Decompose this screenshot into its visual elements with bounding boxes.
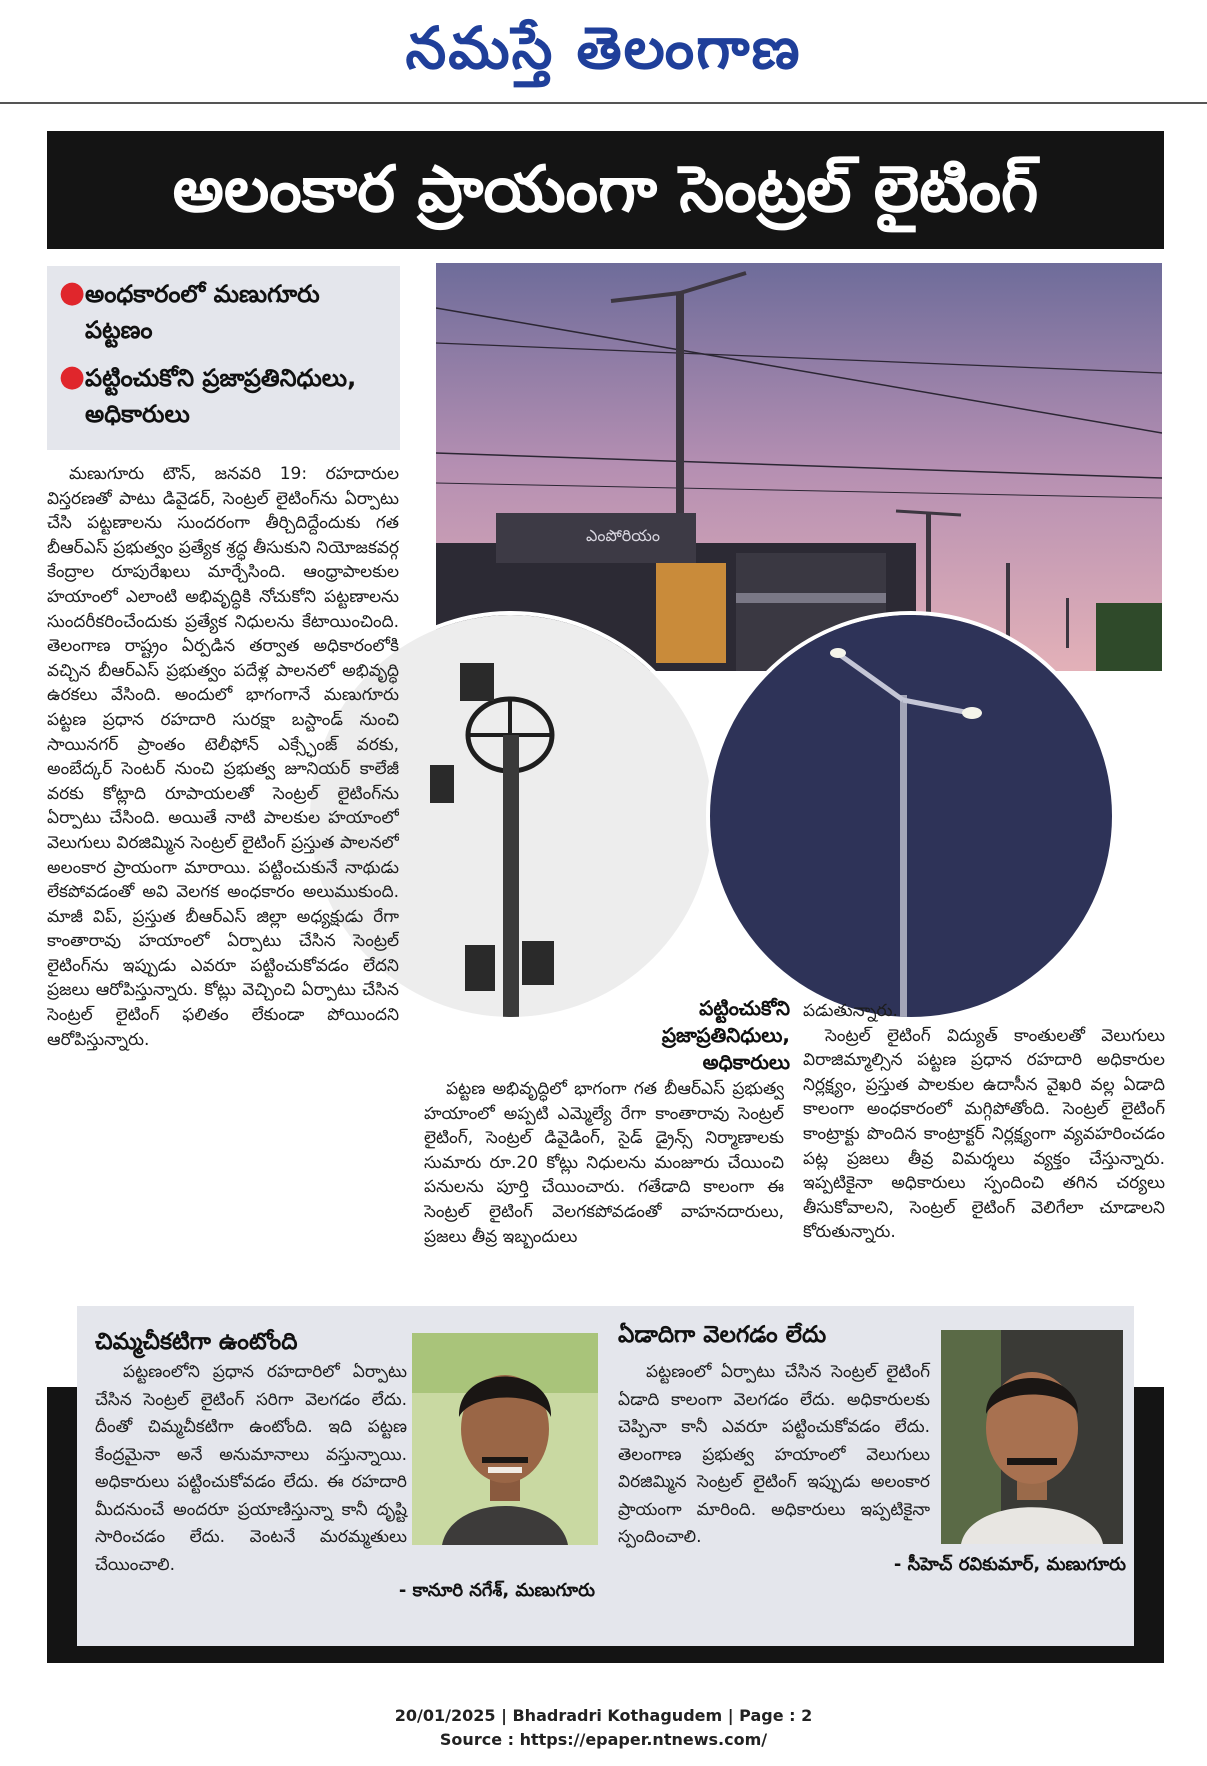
masthead-divider xyxy=(0,102,1207,104)
shop-sign-text: ఎంపోరియం xyxy=(586,526,660,545)
quote-a-text xyxy=(95,1359,407,1579)
bullet-item xyxy=(59,360,388,432)
person-portrait-image xyxy=(412,1333,598,1545)
portrait-photo-a xyxy=(412,1333,598,1545)
bullet-text: పట్టించుకోని ప్రజాప్రతినిధులు, అధికారులు xyxy=(85,364,357,428)
bullet-text: అంధకారంలో మణుగూరు పట్టణం xyxy=(85,280,320,344)
headline: అలంకార ప్రాయంగా సెంట్రల్ లైటింగ్ xyxy=(47,131,1164,249)
quote-b-signature: - సీహెచ్ రవికుమార్, మణుగూరు xyxy=(893,1554,1126,1575)
article-paragraph: సెంట్రల్ లైటింగ్ విద్యుత్ కాంతులతో వెలుగులు విరాజిమ్మాల్సిన పట్టణ ప్రధాన రహదారి అధికారుల నిర్లక్ష్యం, ప్రస్తుత పాలకుల ఉదాసీన వైఖరి వల్ల ఏడాది కాలంగా అంధకారంలో మగ్గిపోతోంది. సెంట్రల్ లైటింగ్ కాంట్రాక్టు పొందిన కాంట్రాక్టర్ నిర్లక్ష్యంగా వ్యవహరించడం పట్ల ప్రజలు తీవ్ర విమర్శలు వ్యక్తం చేస్తున్నారు. ఇప్పటికైనా అధికారులు స్పందించి తగిన చర్యలు తీసుకోవాలని, సెంట్రల్ లైటింగ్ వెలిగేలా చూడాలని కోరుతున్నారు. xyxy=(803,1025,1165,1243)
summary-bullets xyxy=(47,266,400,450)
article-column-3 xyxy=(803,999,1165,1281)
night-street-light-image xyxy=(710,615,1112,1017)
article-subheading: పట్టించుకోని ప్రజాప్రతినిధులు, అధికారులు xyxy=(661,996,790,1074)
street-light-night-circle-photo xyxy=(706,611,1116,1021)
street-light-scene-image xyxy=(436,263,1162,671)
article-paragraph: పడుతున్నారు. xyxy=(803,1001,898,1021)
article-column-1 xyxy=(47,462,399,1282)
masthead-logo: నమస్తే తెలంగాణ xyxy=(405,14,802,82)
footer-source: Source : https://epaper.ntnews.com/ xyxy=(439,1730,768,1749)
quote-a-signature: - కానూరి నగేశ్, మణుగూరు xyxy=(398,1580,595,1601)
article-column-2 xyxy=(424,1077,784,1277)
quote-b-paragraph: పట్టణంలో ఏర్పాటు చేసిన సెంట్రల్ లైటింగ్ ఏడాది కాలంగా వెలగడం లేదు. అధికారులకు చెప్పినా కానీ ఎవరూ పట్టించుకోవడం లేదు. తెలంగాణ ప్రభుత్వ హయాంలో వెలుగులు విరజిమ్మిన సెంట్రల్ లైటింగ్ ఇప్పుడు అలంకార ప్రాయంగా మారింది. అధికారులు ఇప్పటికైనా స్పందించాలి. xyxy=(618,1362,930,1547)
bullet-item xyxy=(59,276,388,348)
portrait-photo-b xyxy=(941,1330,1123,1544)
bullet-dot-icon: ● xyxy=(59,275,86,310)
article-paragraph: పట్టణ అభివృద్ధిలో భాగంగా గత బీఆర్ఎస్ ప్రభుత్వ హయాంలో అప్పటి ఎమ్మెల్యే రేగా కాంతారావు సెంట్రల్ లైటింగ్, సెంట్రల్ డివైడింగ్, సైడ్ డ్రైన్స్ నిర్మాణాలకు సుమారు రూ.20 కోట్లు నిధులను మంజూరు చేయించి పనులను పూర్తి చేయించారు. గతేడాది కాలంగా ఈ సెంట్రల్ లైటింగ్ వెలగకపోవడంతో వాహనదారులు, ప్రజలు తీవ్ర ఇబ్బందులు xyxy=(424,1079,784,1247)
bullet-dot-icon: ● xyxy=(59,359,86,394)
person-portrait-image xyxy=(941,1330,1123,1544)
quote-a-paragraph: పట్టణంలోని ప్రధాన రహదారిలో ఏర్పాటు చేసిన సెంట్రల్ లైటింగ్ సరిగా వెలగడం లేదు. దీంతో చిమ్మచీకటిగా ఉంటోంది. ఇది పట్టణ కేంద్రమైనా అనే అనుమానాలు వస్తున్నాయి. అధికారులు పట్టించుకోవడం లేదు. ఈ రహదారి మీదనుంచే అందరూ ప్రయాణిస్తున్నా కానీ దృష్టి సారించడం లేదు. వెంటనే మరమ్మతులు చేయించాలి. xyxy=(95,1362,407,1575)
quote-b-heading: ఏడాదిగా వెలగడం లేదు xyxy=(618,1322,827,1348)
street-photo-dusk xyxy=(436,263,1162,671)
quote-b-text xyxy=(618,1359,930,1552)
footer-edition-info: 20/01/2025 | Bhadradri Kothagudem | Page : 2 xyxy=(394,1706,813,1725)
quote-a-heading: చిమ్మచీకటిగా ఉంటోంది xyxy=(95,1329,298,1355)
article-paragraph: మణుగూరు టౌన్, జనవరి 19: రహదారుల విస్తరణతో పాటు డివైడర్, సెంట్రల్ లైటింగ్‌ను ఏర్పాటు చేసి పట్టణాలను సుందరంగా తీర్చిదిద్దేందుకు గత బీఆర్ఎస్ ప్రభుత్వం ప్రత్యేక శ్రద్ధ తీసుకుని నియోజకవర్గ కేంద్రాల రూపురేఖలు మార్చేసింది. ఆంధ్రాపాలకుల హయాంలో ఎలాంటి అభివృద్ధికి నోచుకోని పట్టణాలను సుందరీకరించేందుకు ప్రత్యేక నిధులను కేటాయించింది. తెలంగాణ రాష్ట్రం ఏర్పడిన తర్వాత అధికారంలోకి వచ్చిన బీఆర్ఎస్ ప్రభుత్వం పదేళ్ల పాలనలో అభివృద్ధి ఉరకలు వేసింది. అందులో భాగంగానే మణుగూరు పట్టణ ప్రధాన రహదారి సురక్షా బస్టాండ్ నుంచి సాయినగర్ ప్రాంతం టెలీఫోన్ ఎక్స్ఛేంజ్ వరకు, అంబేద్కర్ సెంటర్ నుంచి ప్రభుత్వ జూనియర్ కాలేజీ వరకు కోట్లాది రూపాయలతో సెంట్రల్ లైటింగ్‌ను ఏర్పాటు చేసింది. అయితే నాటి పాలకుల హయాంలో వెలుగులు విరజిమ్మిన సెంట్రల్ లైటింగ్ ప్రస్తుత పాలనలో అలంకార ప్రాయంగా మారాయి. పట్టించుకునే నాథుడు లేకపోవడంతో అవి వెలగక అంధకారం అలుముకుంది. మాజీ విప్, ప్రస్తుత బీఆర్ఎస్ జిల్లా అధ్యక్షుడు రేగా కాంతారావు హయాంలో ఏర్పాటు చేసిన సెంట్రల్ లైటింగ్‌ను ఇప్పుడు ఎవరూ పట్టించుకోవడం లేదని ప్రజలు ఆరోపిస్తున్నారు. కోట్లు వెచ్చించి ఏర్పాటు చేసిన సెంట్రల్ లైటింగ్ ఫలితం లేకుండా పోయిందని ఆరోపిస్తున్నారు. xyxy=(47,464,399,1050)
